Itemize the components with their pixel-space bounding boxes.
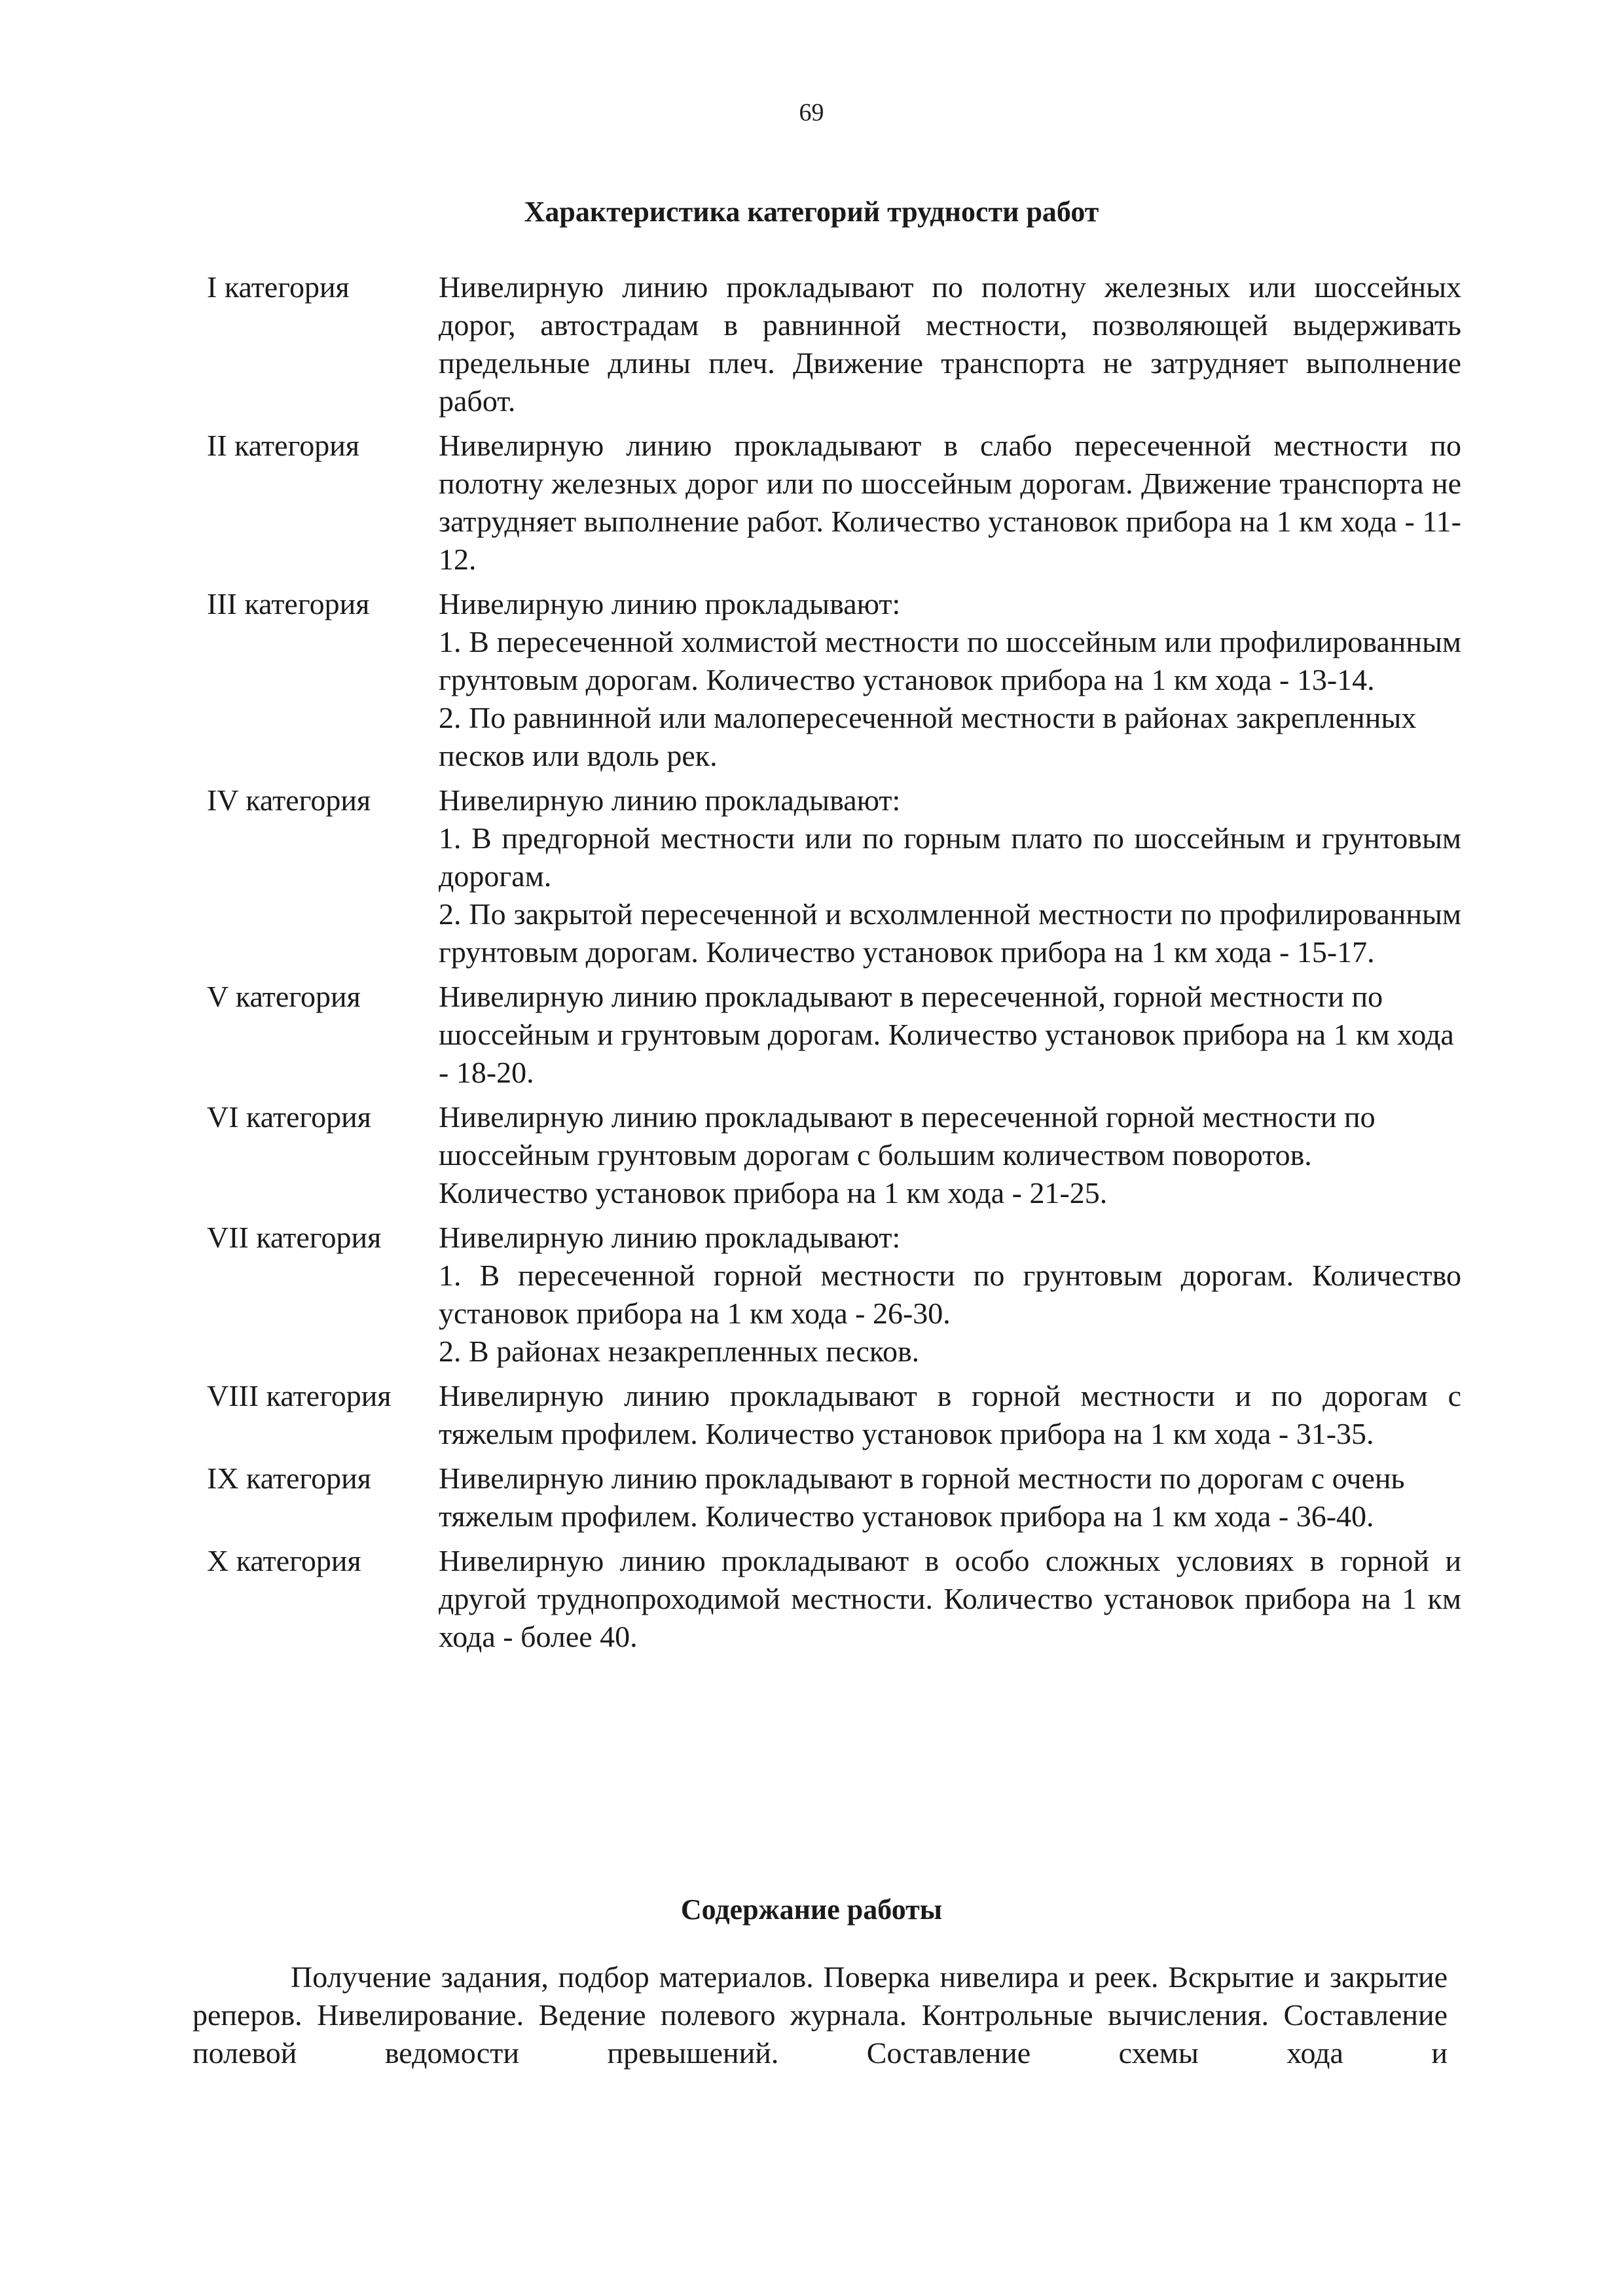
category-row xyxy=(207,427,1461,579)
category-row xyxy=(207,978,1461,1092)
category-description xyxy=(439,1377,1461,1453)
category-label: VIII категория xyxy=(207,1379,392,1412)
category-paragraph: Нивелирную линию прокладывают в горной местности по дорогам с очень тяжелым профилем. Количество установок прибора на 1 км хода - 36-40. xyxy=(439,1462,1405,1533)
category-paragraph: Нивелирную линию прокладывают: xyxy=(439,1221,901,1254)
category-paragraph: 1. В предгорной местности или по горным плато по шоссейным и грунтовым дорогам. xyxy=(439,821,1461,893)
category-paragraph: 1. В пересеченной горной местности по грунтовым дорогам. Количество установок прибора на 1 км хода - 26-30. xyxy=(439,1259,1461,1330)
category-row xyxy=(207,1460,1461,1535)
category-row xyxy=(207,781,1461,971)
category-paragraph: 2. По равнинной или малопересеченной местности в районах закрепленных песков или вдоль рек. xyxy=(439,701,1417,772)
category-paragraph: Нивелирную линию прокладывают в пересеченной горной местности по шоссейным грунтовым дорогам с большим количеством поворотов. Количество установок прибора на 1 км хода - 21-25. xyxy=(439,1100,1376,1210)
category-label: I категория xyxy=(207,270,350,304)
category-list xyxy=(207,268,1461,1662)
category-paragraph: 2. По закрытой пересеченной и всхолмленной местности по профилированным грунтовым дорогам. Количество установок прибора на 1 км хода - 15-17. xyxy=(439,897,1461,969)
category-paragraph: Нивелирную линию прокладывают в особо сложных условиях в горной и другой труднопроходимой местности. Количество установок прибора на 1 км хода - более 40. xyxy=(439,1544,1461,1653)
page-title: Характеристика категорий трудности работ xyxy=(524,196,1099,228)
category-description xyxy=(439,1098,1461,1212)
category-description xyxy=(439,585,1461,775)
category-description xyxy=(439,978,1461,1092)
category-label: III категория xyxy=(207,587,370,620)
category-label: IX категория xyxy=(207,1462,371,1495)
category-label: II категория xyxy=(207,429,360,462)
category-label: IV категория xyxy=(207,783,371,817)
category-paragraph: 2. В районах незакрепленных песков. xyxy=(439,1335,920,1368)
category-row xyxy=(207,1219,1461,1371)
category-paragraph: Нивелирную линию прокладывают: xyxy=(439,587,901,620)
category-paragraph: Нивелирную линию прокладывают в слабо пересеченной местности по полотну железных дорог или по шоссейным дорогам. Движение транспорта не затрудняет выполнение работ. Количество установок прибора на 1 км хода - 11-12. xyxy=(439,429,1461,576)
category-description xyxy=(439,1219,1461,1371)
category-row xyxy=(207,1377,1461,1453)
category-description xyxy=(439,781,1461,971)
category-label: X категория xyxy=(207,1544,361,1577)
category-paragraph: Нивелирную линию прокладывают по полотну железных или шоссейных дорог, автострадам в равнинной местности, позволяющей выдерживать предельные длины плеч. Движение транспорта не затрудняет выполнение работ. xyxy=(439,270,1461,418)
category-row xyxy=(207,585,1461,775)
category-paragraph: Нивелирную линию прокладывают в горной местности и по дорогам с тяжелым профилем. Количество установок прибора на 1 км хода - 31-35. xyxy=(439,1379,1461,1450)
category-description xyxy=(439,427,1461,579)
category-description xyxy=(439,1542,1461,1656)
category-paragraph: Нивелирную линию прокладывают в пересеченной, горной местности по шоссейным и грунтовым дорогам. Количество установок прибора на 1 км хода - 18-20. xyxy=(439,980,1454,1089)
category-paragraph: 1. В пересеченной холмистой местности по шоссейным или профилированным грунтовым дорогам. Количество установок прибора на 1 км хода - 13-14. xyxy=(439,625,1461,696)
category-description xyxy=(439,1460,1461,1535)
page-number: 69 xyxy=(799,99,824,126)
section-paragraph: Получение задания, подбор материалов. Поверка нивелира и реек. Вскрытие и закрытие реперов. Нивелирование. Ведение полевого журнала. Контрольные вычисления. Составление полевой ведомости превышений. Составление схемы хода и xyxy=(192,1960,1448,2070)
category-row xyxy=(207,268,1461,420)
category-row xyxy=(207,1542,1461,1656)
category-row xyxy=(207,1098,1461,1212)
section-title: Содержание работы xyxy=(680,1893,943,1926)
category-paragraph: Нивелирную линию прокладывают: xyxy=(439,783,901,817)
category-label: VII категория xyxy=(207,1221,382,1254)
category-label: VI категория xyxy=(207,1100,371,1134)
category-description xyxy=(439,268,1461,420)
category-label: V категория xyxy=(207,980,361,1013)
